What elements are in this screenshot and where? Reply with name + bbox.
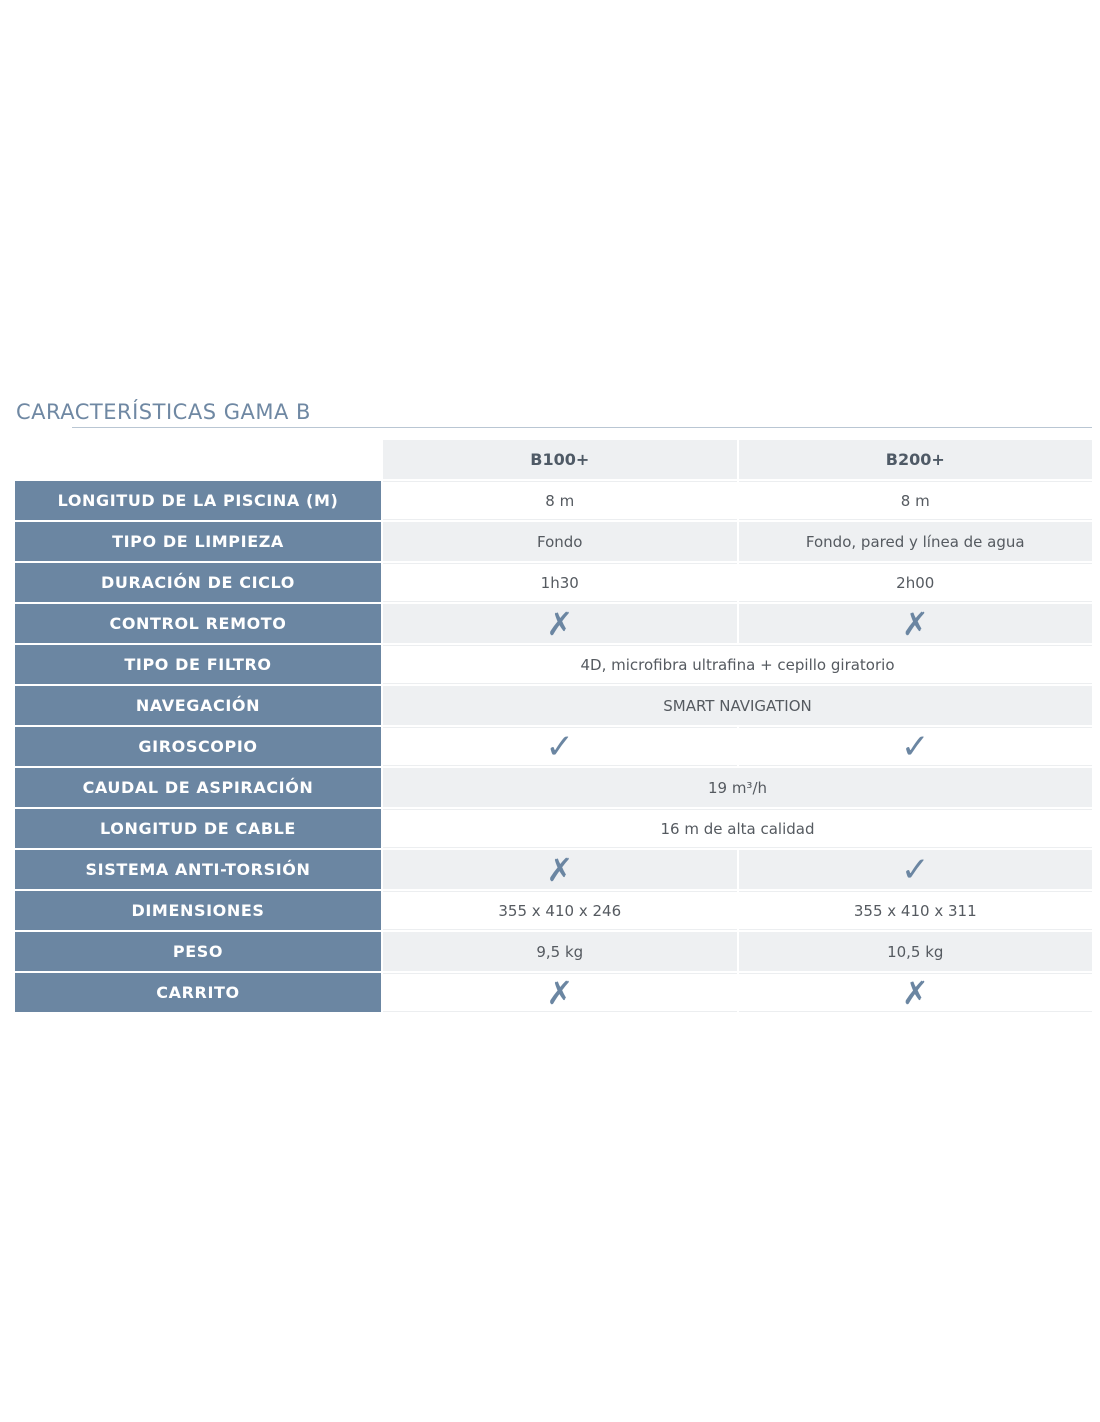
check-icon: [739, 850, 1093, 889]
check-icon: ✓: [545, 726, 574, 767]
check-icon: [383, 727, 737, 766]
spec-table: [15, 440, 1092, 1014]
value-cell: 4D, microfibra ultrafina + cepillo giratorio: [383, 645, 1092, 684]
row-label: DIMENSIONES: [15, 891, 381, 930]
row-label: TIPO DE LIMPIEZA: [15, 522, 381, 561]
check-icon: [739, 727, 1093, 766]
value-cell: 2h00: [739, 563, 1093, 602]
row-label: TIPO DE FILTRO: [15, 645, 381, 684]
table-body: [15, 481, 1092, 1012]
table-row: [15, 809, 1092, 848]
cross-icon: [383, 850, 737, 889]
cross-icon: ✗: [901, 973, 929, 1012]
table-header-row: [15, 440, 1092, 479]
table-row: [15, 973, 1092, 1012]
check-icon: ✓: [901, 849, 930, 890]
value-cell: Fondo: [383, 522, 737, 561]
table-row: [15, 727, 1092, 766]
table-row: [15, 563, 1092, 602]
row-label: SISTEMA ANTI-TORSIÓN: [15, 850, 381, 889]
cross-icon: ✗: [546, 604, 574, 643]
value-cell: 355 x 410 x 246: [383, 891, 737, 930]
cross-icon: [739, 973, 1093, 1012]
value-cell: 1h30: [383, 563, 737, 602]
column-header-b200: B200+: [739, 440, 1093, 479]
row-label: DURACIÓN DE CICLO: [15, 563, 381, 602]
cross-icon: [739, 604, 1093, 643]
cross-icon: [383, 604, 737, 643]
value-cell: 8 m: [739, 481, 1093, 520]
cross-icon: ✗: [901, 604, 929, 643]
cross-icon: [383, 973, 737, 1012]
row-label: PESO: [15, 932, 381, 971]
cross-icon: ✗: [546, 973, 574, 1012]
value-cell: SMART NAVIGATION: [383, 686, 1092, 725]
row-label: CAUDAL DE ASPIRACIÓN: [15, 768, 381, 807]
value-cell: 8 m: [383, 481, 737, 520]
value-cell: 355 x 410 x 311: [739, 891, 1093, 930]
table-row: [15, 850, 1092, 889]
table-row: [15, 768, 1092, 807]
row-label: CARRITO: [15, 973, 381, 1012]
table-row: [15, 604, 1092, 643]
value-cell: 10,5 kg: [739, 932, 1093, 971]
table-row: [15, 932, 1092, 971]
row-label: LONGITUD DE CABLE: [15, 809, 381, 848]
row-label: LONGITUD DE LA PISCINA (M): [15, 481, 381, 520]
table-row: [15, 522, 1092, 561]
row-label: NAVEGACIÓN: [15, 686, 381, 725]
value-cell: 19 m³/h: [383, 768, 1092, 807]
column-header-b100: B100+: [383, 440, 737, 479]
table-row: [15, 686, 1092, 725]
table-row: [15, 891, 1092, 930]
row-label: CONTROL REMOTO: [15, 604, 381, 643]
check-icon: ✓: [901, 726, 930, 767]
table-row: [15, 645, 1092, 684]
table-row: [15, 481, 1092, 520]
value-cell: Fondo, pared y línea de agua: [739, 522, 1093, 561]
cross-icon: ✗: [546, 850, 574, 889]
value-cell: 9,5 kg: [383, 932, 737, 971]
header-empty-cell: [15, 440, 381, 479]
page-title: CARACTERÍSTICAS GAMA B: [16, 400, 311, 424]
value-cell: 16 m de alta calidad: [383, 809, 1092, 848]
row-label: GIROSCOPIO: [15, 727, 381, 766]
title-divider: [72, 427, 1092, 428]
